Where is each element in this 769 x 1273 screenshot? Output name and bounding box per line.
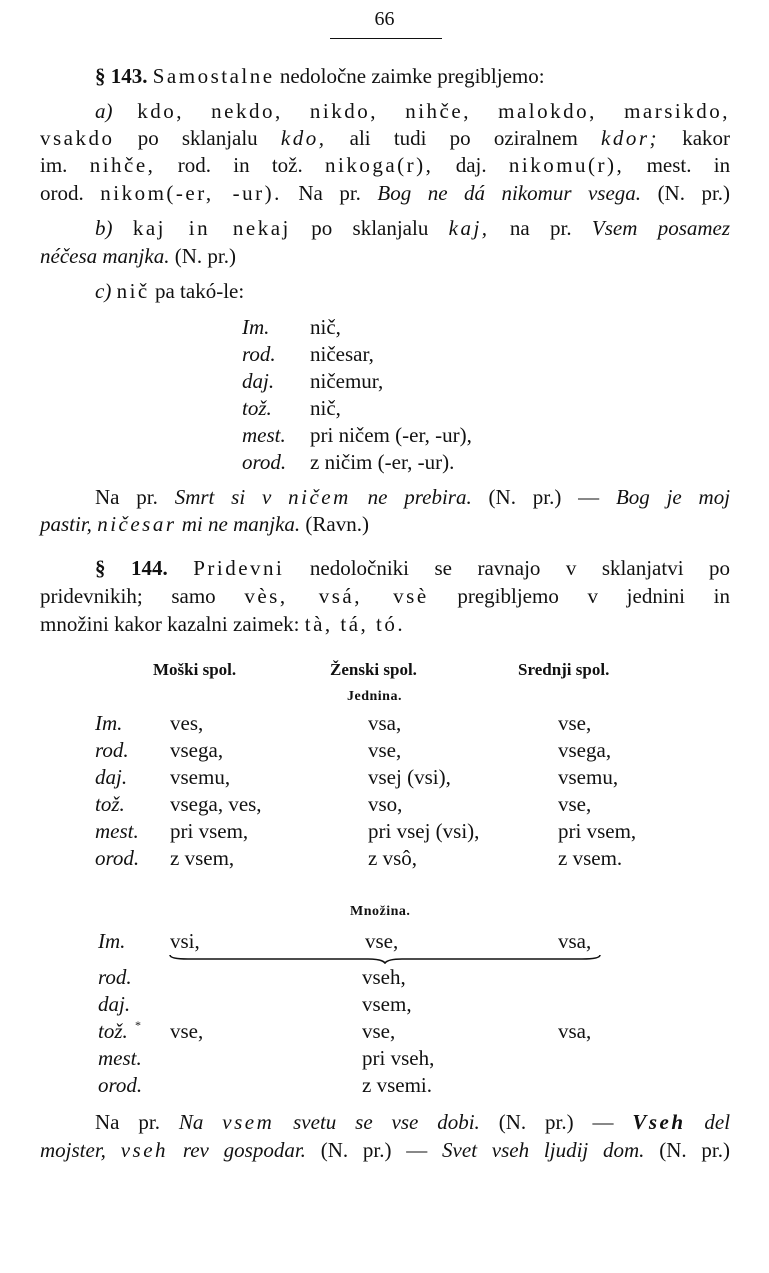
form-neuter: vsemu, — [558, 765, 619, 789]
text: (N. pr.) — [174, 244, 236, 268]
case-label: orod. — [95, 846, 140, 870]
case-form: nič, — [310, 315, 341, 339]
form-common: vsem, — [362, 992, 412, 1016]
italic-term: kdor; — [601, 126, 659, 150]
case-label: tož. — [242, 396, 272, 420]
italic-term: ničem — [288, 485, 351, 509]
italic-term: kaj, — [448, 216, 490, 240]
case-label: rod. — [95, 738, 129, 762]
singular-label: Jednina. — [347, 689, 402, 704]
case-label: daj. — [242, 369, 275, 393]
form-neuter: vsa, — [558, 1019, 592, 1043]
example-quote: Smrt si v — [174, 485, 272, 509]
case-label: mest. — [242, 423, 286, 447]
spaced-term: nič — [116, 279, 150, 303]
form-masculine: pri vsem, — [170, 819, 249, 843]
column-header-feminine: Ženski spol. — [330, 660, 417, 679]
form-feminine: vso, — [368, 792, 403, 816]
text: rod. in tož. — [177, 153, 303, 177]
spaced-term: kdo, nekdo, nikdo, nihče, malokdo, marsikdo, — [137, 99, 730, 123]
italic-term: vsem — [222, 1110, 275, 1134]
spaced-term: nihče, — [89, 153, 156, 177]
case-label: daj. — [95, 765, 128, 789]
case-label: orod. — [242, 450, 287, 474]
italic-term: Vseh — [632, 1110, 686, 1134]
section-number: § 143. — [95, 64, 148, 88]
text: (N. pr.) — — [488, 485, 600, 509]
form-masculine: vsi, — [170, 929, 200, 953]
form-masculine: z vsem, — [170, 846, 235, 870]
form-common: vseh, — [362, 965, 406, 989]
italic-term: ničesar — [97, 512, 177, 536]
text: orod. — [40, 181, 84, 205]
text: po sklanjalu — [311, 216, 429, 240]
paragraph-line — [95, 1109, 730, 1135]
spaced-term: Pridevni — [193, 556, 285, 580]
case-form: ničesar, — [310, 342, 374, 366]
list-label: c) — [95, 279, 112, 303]
case-label: Im. — [95, 711, 123, 735]
case-label: mest. — [98, 1046, 142, 1070]
example-quote: mojster, — [40, 1138, 106, 1162]
paragraph-line — [40, 583, 730, 609]
form-neuter: vse, — [558, 711, 592, 735]
text: nedoločniki se ravnajo v sklanjatvi po — [309, 556, 731, 580]
case-label: orod. — [98, 1073, 143, 1097]
text: na pr. — [509, 216, 572, 240]
form-feminine: vse, — [365, 929, 399, 953]
text: im. — [40, 153, 68, 177]
example-quote: svetu se vse dobi. — [293, 1110, 480, 1134]
text: (N. pr.) — [657, 181, 731, 205]
text: pa takó-le: — [154, 279, 245, 303]
case-form: nič, — [310, 396, 341, 420]
example-quote: mi ne manjka. — [181, 512, 301, 536]
text: množini kakor kazalni zaimek: — [40, 612, 300, 636]
case-label: daj. — [98, 992, 131, 1016]
text: nedoločne zaimke pregibljemo: — [279, 64, 545, 88]
text: po sklanjalu — [137, 126, 258, 150]
italic-term: vseh — [120, 1138, 169, 1162]
italic-term: kdo, — [280, 126, 327, 150]
spaced-term: nikoga(r), — [325, 153, 434, 177]
case-label: rod. — [98, 965, 132, 989]
plural-label: Množina. — [350, 904, 411, 919]
example-quote: ne prebira. — [367, 485, 472, 509]
spaced-term: vès, vsá, vsè — [244, 584, 429, 608]
example-quote: Vsem posamez — [591, 216, 731, 240]
form-common: pri vseh, — [362, 1046, 435, 1070]
example-quote: néčesa manjka. — [40, 244, 170, 268]
section-number: § 144. — [95, 556, 168, 580]
list-label: a) — [95, 99, 113, 123]
text: Na pr. — [298, 181, 361, 205]
paragraph-line — [40, 611, 730, 637]
form-feminine: vsa, — [368, 711, 402, 735]
nic-declension — [242, 314, 562, 474]
case-label: mest. — [95, 819, 139, 843]
plural-brace — [168, 952, 602, 964]
form-feminine: vse, — [368, 738, 402, 762]
paragraph-line — [40, 180, 730, 206]
case-label: Im. — [242, 315, 270, 339]
text: pridevnikih; samo — [40, 584, 216, 608]
spaced-term: kaj in nekaj — [132, 216, 291, 240]
form-masculine: vsemu, — [170, 765, 231, 789]
header-rule — [330, 38, 442, 39]
spaced-term: nikom(-er, -ur). — [100, 181, 282, 205]
form-masculine: vsega, ves, — [170, 792, 262, 816]
paragraph-line — [40, 125, 730, 151]
paragraph-line — [95, 484, 730, 510]
text: Na pr. — [95, 485, 158, 509]
case-label: rod. — [242, 342, 276, 366]
form-neuter: z vsem. — [558, 846, 623, 870]
text: Na pr. — [95, 1110, 160, 1134]
column-header-masculine: Moški spol. — [153, 660, 237, 679]
example-quote: rev gospodar. — [182, 1138, 306, 1162]
text: (N. pr.) — — [320, 1138, 428, 1162]
text: pregibljemo v jednini in — [457, 584, 731, 608]
paragraph-line — [40, 1137, 730, 1163]
form-masculine: vsega, — [170, 738, 224, 762]
form-neuter: vsega, — [558, 738, 612, 762]
column-header-neuter: Srednji spol. — [518, 660, 610, 679]
paragraph-line — [95, 98, 730, 124]
page-number: 66 — [374, 8, 395, 30]
footnote-mark: * — [135, 1018, 141, 1032]
case-label: Im. — [98, 929, 126, 953]
form-feminine: vsej (vsi), — [368, 765, 451, 789]
example-quote: Bog ne dá nikomur vsega. — [377, 181, 642, 205]
form-common: z vsemi. — [362, 1073, 432, 1097]
spaced-term: nikomu(r), — [508, 153, 625, 177]
text: kakor — [682, 126, 731, 150]
text: daj. — [455, 153, 487, 177]
example-quote: Na — [178, 1110, 204, 1134]
form-masculine: ves, — [170, 711, 204, 735]
paragraph-line — [40, 243, 730, 269]
form-common: vse, — [362, 1019, 396, 1043]
spaced-term: tà, tá, tó. — [304, 612, 406, 636]
paragraph-line — [95, 215, 730, 241]
spaced-term: vsakdo — [40, 126, 115, 150]
case-form: pri ničem (-er, -ur), — [310, 423, 472, 447]
example-quote: del — [704, 1110, 731, 1134]
case-label: tož. — [98, 1019, 128, 1043]
text: (Ravn.) — [305, 512, 369, 536]
form-masculine: vse, — [170, 1019, 204, 1043]
case-form: z ničim (-er, -ur). — [310, 450, 455, 474]
paragraph-line — [40, 511, 730, 537]
example-quote: pastir, — [40, 512, 92, 536]
singular-table — [95, 710, 695, 880]
section-144-heading — [95, 555, 730, 581]
form-neuter: vse, — [558, 792, 592, 816]
example-quote: Bog je moj — [615, 485, 731, 509]
form-feminine: z vsô, — [368, 846, 417, 870]
form-feminine: pri vsej (vsi), — [368, 819, 480, 843]
text: ali tudi po oziralnem — [349, 126, 578, 150]
case-label: tož. — [95, 792, 125, 816]
paragraph-line — [40, 152, 730, 178]
text: (N. pr.) — [659, 1138, 730, 1162]
form-neuter: vsa, — [558, 929, 592, 953]
text: (N. pr.) — — [498, 1110, 614, 1134]
section-143-heading — [95, 63, 730, 89]
form-neuter: pri vsem, — [558, 819, 637, 843]
spaced-term: Samostalne — [152, 64, 275, 88]
example-quote: Svet vseh ljudij dom. — [442, 1138, 645, 1162]
text: mest. in — [646, 153, 731, 177]
list-label: b) — [95, 216, 113, 240]
paragraph-line — [95, 278, 730, 304]
case-form: ničemur, — [310, 369, 384, 393]
